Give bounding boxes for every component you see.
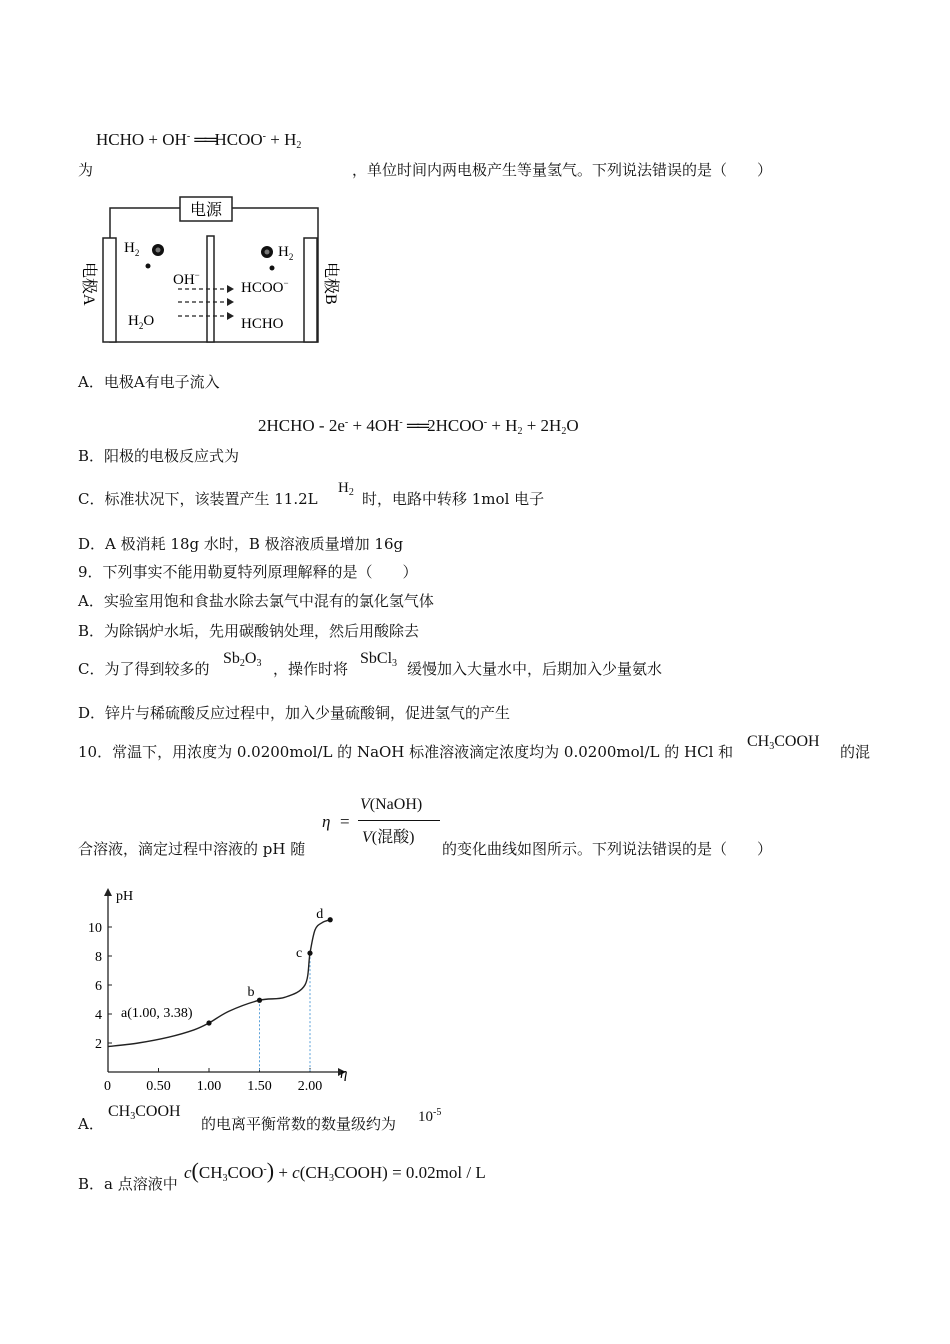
point-a <box>206 1020 211 1025</box>
q10-option-a-prefix: A． <box>78 1115 104 1133</box>
q9-option-c-sbcl3: SbCl$_3$ <box>360 650 398 669</box>
q10-option-b-prefix: B．a 点溶液中 <box>78 1175 178 1193</box>
q8-option-a: A．电极A有电子流入 <box>78 373 220 391</box>
point-b <box>257 998 262 1003</box>
q8-top-equation: HCHO + OH- ══HCOO- + $H_2$ <box>96 130 302 151</box>
point-label-a: a(1.00, 3.38) <box>121 1005 193 1021</box>
q10-option-a-mid: 的电离平衡常数的数量级约为 <box>201 1115 397 1133</box>
point-label-b: b <box>247 985 255 1001</box>
q9-option-c-sb2o3: $Sb_2O_3$ <box>223 650 262 669</box>
h2-left-label: $H_2$ <box>124 240 140 258</box>
q10-option-a-acid: $CH_3COOH$ <box>108 1103 181 1122</box>
x-tick-label: 0 <box>104 1079 111 1094</box>
hcoo-label: HCOO− <box>241 278 289 296</box>
bubble-small-right <box>270 266 275 271</box>
x-tick-label: 2.00 <box>297 1079 323 1094</box>
ph-curve <box>108 920 330 1047</box>
ion-flow-arrows <box>178 289 228 316</box>
power-source-label: 电源 <box>189 202 223 219</box>
q8-option-c-prefix: C．标准状况下，该装置产生 11.2L <box>78 490 318 508</box>
q8-option-c-h2: $H_2$ <box>338 480 354 498</box>
q9-option-c-prefix: C．为了得到较多的 <box>78 660 210 678</box>
q8-stem-suffix: ，单位时间内两电极产生等量氢气。下列说法错误的是（ ） <box>352 161 773 179</box>
eta-formula: η = V(NaOH) V(混酸) <box>322 796 452 856</box>
x-axis-label: η <box>340 1066 348 1082</box>
y-tick-label: 4 <box>95 1008 102 1023</box>
q8-option-b-equation: 2HCHO - 2e- + 4OH- ══2HCOO- + $H_2 + 2H_2O$ <box>258 416 579 437</box>
y-tick-label: 10 <box>88 921 102 936</box>
h2-right-label: $H_2$ <box>278 244 294 262</box>
q9-option-c-mid: ，操作时将 <box>273 660 349 678</box>
y-tick-label: 6 <box>95 979 102 994</box>
oh-label: OH− <box>173 270 200 288</box>
x-tick-label: 1.50 <box>247 1079 272 1094</box>
q8-stem-prefix: 为 <box>78 161 94 179</box>
point-label-d: d <box>316 906 324 922</box>
y-axis-arrow <box>104 888 112 896</box>
titration-chart <box>78 880 368 1094</box>
electrode-a-label: 电极A <box>80 262 97 306</box>
q10-stem-line1-end: 的混 <box>840 743 871 761</box>
q9-option-a: A．实验室用饱和食盐水除去氯气中混有的氯化氢气体 <box>78 592 434 610</box>
point-c <box>307 951 312 956</box>
q9-option-d: D．锌片与稀硫酸反应过程中，加入少量硫酸铜，促进氢气的产生 <box>78 704 511 722</box>
y-axis-label: pH <box>116 889 134 904</box>
q10-stem-line2-prefix: 合溶液，滴定过程中溶液的 pH 随 <box>78 840 306 858</box>
q10-option-a-value: $10^{-5}$ <box>418 1107 442 1125</box>
q8-option-d: D．A 极消耗 18g 水时，B 极溶液质量增加 16g <box>78 535 404 553</box>
y-tick-label: 2 <box>95 1037 102 1052</box>
q8-option-c-suffix: 时，电路中转移 1mol 电子 <box>362 490 545 508</box>
electrode-a <box>103 238 116 342</box>
point-label-c: c <box>296 946 303 962</box>
q10-stem-line2-suffix: 的变化曲线如图所示。下列说法错误的是（ ） <box>442 840 773 858</box>
q8-option-b: B．阳极的电极反应式为 <box>78 447 240 465</box>
x-tick-label: 1.00 <box>196 1079 222 1094</box>
q10-stem-acid: $CH_3COOH$ <box>747 733 820 752</box>
q9-option-c-suffix: 缓慢加入大量水中，后期加入少量氨水 <box>407 660 663 678</box>
q10-stem-line1: 10．常温下，用浓度为 0.0200mol/L 的 NaOH 标准溶液滴定浓度均为 0.0200mol/L 的 HCl 和 <box>78 743 734 761</box>
electrolysis-diagram <box>78 192 348 352</box>
h2o-label: $H_2O$ <box>128 313 155 331</box>
hcho-label: HCHO <box>241 316 284 332</box>
electrode-b-label: 电极B <box>322 262 339 305</box>
x-tick-label: 0.50 <box>146 1079 171 1094</box>
point-d <box>328 917 333 922</box>
electrode-b <box>304 238 317 342</box>
q9-option-b: B．为除锅炉水垢，先用碳酸钠处理，然后用酸除去 <box>78 622 420 640</box>
y-tick-label: 8 <box>95 950 102 965</box>
bubble-small-left <box>146 264 151 269</box>
q10-option-b-equation: $c(CH_3COO^-)$ + $c(CH_3COOH) = 0.02mol / L$ <box>184 1158 486 1184</box>
q9-stem: 9．下列事实不能用勒夏特列原理解释的是（ ） <box>78 563 418 581</box>
